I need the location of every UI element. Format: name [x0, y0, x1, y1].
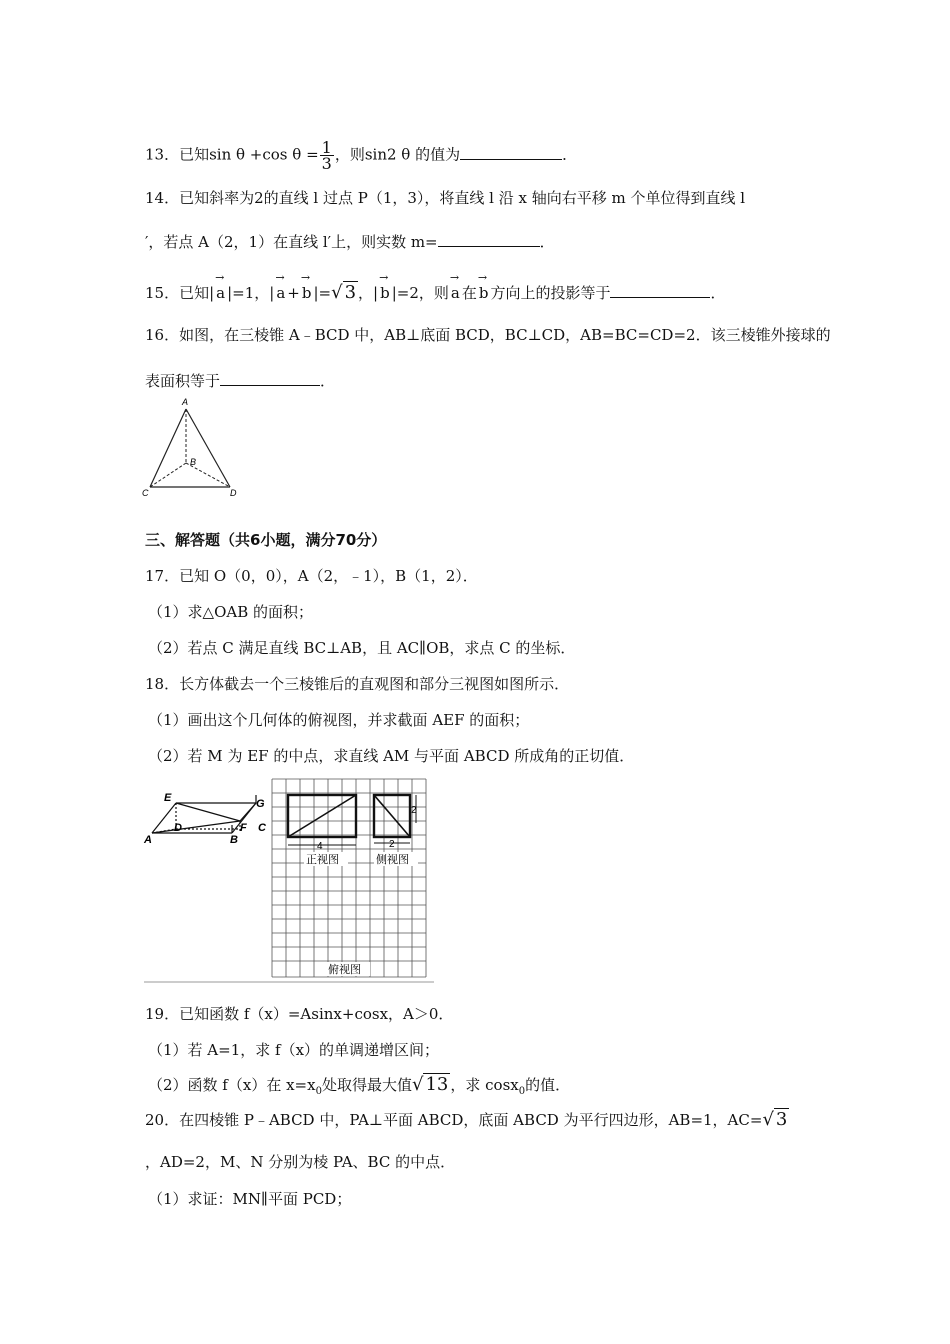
q16-end: ． [320, 372, 336, 390]
q15-text: 15．已知| [145, 284, 215, 302]
question-18-stem: 18．长方体截去一个三棱锥后的直观图和部分三视图如图所示． [145, 675, 570, 693]
q16-line-2-text: 表面积等于 [145, 372, 221, 390]
q13-prefix: 13．已知sin θ +cos θ = [145, 145, 319, 164]
q14-line-2-text: ′，若点 A（2，1）在直线 l′上，则实数 m= [145, 233, 438, 251]
sqrt-3: √ 3 [331, 282, 357, 303]
question-17-stem: 17．已知 O（0，0），A（2，﹣1），B（1，2）． [145, 567, 478, 585]
label-d: D [174, 822, 182, 834]
label-e: E [164, 792, 172, 804]
label-d: D [230, 488, 237, 498]
question-18-part-2: （2）若 M 为 EF 的中点，求直线 AM 与平面 ABCD 所成角的正切值． [148, 747, 635, 765]
side-view-diagonal [374, 795, 410, 837]
label-g: G [256, 798, 265, 810]
subscript: 0 [315, 1086, 322, 1097]
question-16-line-1: 16．如图，在三棱锥 A﹣BCD 中，AB⊥底面 BCD，BC⊥CD，AB=BC=CD=2．该三棱锥外接球的 [145, 326, 831, 344]
tetrahedron-figure [140, 395, 250, 503]
fraction-numerator: 1 [321, 138, 332, 157]
grid-paper [272, 779, 426, 977]
front-view-label: 正视图 [306, 854, 339, 866]
q15-text: |=2，则 [391, 284, 449, 302]
vector-a: → a [216, 277, 225, 303]
question-18-part-1: （1）画出这个几何体的俯视图，并求截面 AEF 的面积； [148, 711, 530, 729]
q19-text: （2）函数 f（x）在 x=x [148, 1076, 316, 1094]
q15-text: |=1，| [227, 284, 275, 302]
question-17-part-2: （2）若点 C 满足直线 BC⊥AB，且 AC∥OB，求点 C 的坐标． [148, 639, 576, 657]
dim-2-horizontal: 2 [389, 839, 395, 850]
top-view-label: 俯视图 [328, 964, 361, 976]
question-16-line-2 [145, 369, 335, 391]
dim-4: 4 [317, 841, 323, 852]
question-19-part-1: （1）若 A=1，求 f（x）的单调递增区间； [148, 1041, 440, 1059]
sqrt-3: √ 3 [762, 1109, 788, 1130]
q19-text: ，求 cosx [450, 1076, 519, 1094]
q15-end: ． [710, 284, 726, 302]
q13-suffix: ，则sin2 θ 的值为 [334, 145, 461, 164]
answer-blank [460, 143, 562, 160]
section-heading: 三、解答题（共6小题，满分70分） [145, 531, 387, 549]
vector-b: → b [302, 277, 312, 303]
sqrt-radicand: 3 [344, 282, 357, 303]
q19-text: 处取得最大值 [321, 1076, 412, 1094]
question-19-part-2 [148, 1075, 570, 1102]
question-13 [145, 140, 577, 171]
fraction-denominator: 3 [321, 154, 332, 173]
question-20-line-2: ，AD=2，M、N 分别为棱 PA、BC 的中点． [145, 1153, 456, 1171]
label-b: B [190, 457, 197, 467]
q13-end: ． [562, 145, 578, 164]
sqrt-radicand: 13 [425, 1074, 449, 1095]
label-b: B [230, 834, 238, 846]
fraction-one-third [320, 140, 334, 171]
q15-text: ，| [358, 284, 379, 302]
answer-blank [220, 369, 320, 386]
vector-a: → a [276, 277, 285, 303]
vector-b: → b [479, 277, 489, 303]
sqrt-radicand: 3 [775, 1109, 788, 1130]
front-view-diagonal [288, 795, 356, 837]
q14-end: ． [539, 233, 555, 251]
q19-text: 的值． [525, 1076, 571, 1094]
dim-2-vertical: 2 [411, 805, 417, 816]
label-c: C [142, 488, 149, 498]
vector-a: → a [451, 277, 460, 303]
vector-b: → b [380, 277, 390, 303]
side-view-label: 侧视图 [376, 854, 409, 866]
q15-text: 方向上的投影等于 [490, 284, 611, 302]
q15-plus: + [287, 284, 300, 302]
answer-blank [438, 230, 540, 247]
label-a: A [182, 397, 189, 407]
q15-text: |= [313, 284, 332, 302]
question-14-line-1: 14．已知斜率为2的直线 l 过点 P（1，3），将直线 l 沿 x 轴向右平移 m 个单位得到直线 l [145, 189, 746, 207]
question-17-part-1: （1）求△OAB 的面积； [148, 603, 314, 621]
subscript: 0 [518, 1086, 526, 1097]
question-14-line-2 [145, 230, 555, 252]
answer-blank [610, 281, 710, 298]
label-a: A [144, 834, 152, 846]
q15-text: 在 [461, 284, 477, 302]
question-20-part-1: （1）求证：MN∥平面 PCD； [148, 1190, 352, 1208]
sqrt-13: √ 13 [411, 1074, 449, 1095]
label-f: F [240, 822, 247, 834]
three-views-figure [140, 777, 440, 987]
label-c: C [258, 822, 266, 834]
q20-text: 20．在四棱锥 P﹣ABCD 中，PA⊥平面 ABCD，底面 ABCD 为平行四边形，AB=1，AC= [145, 1111, 763, 1129]
question-19-stem: 19．已知函数 f（x）=Asinx+cosx，A＞0． [145, 1005, 454, 1023]
question-15 [145, 277, 726, 303]
question-20-line-1 [145, 1110, 789, 1130]
